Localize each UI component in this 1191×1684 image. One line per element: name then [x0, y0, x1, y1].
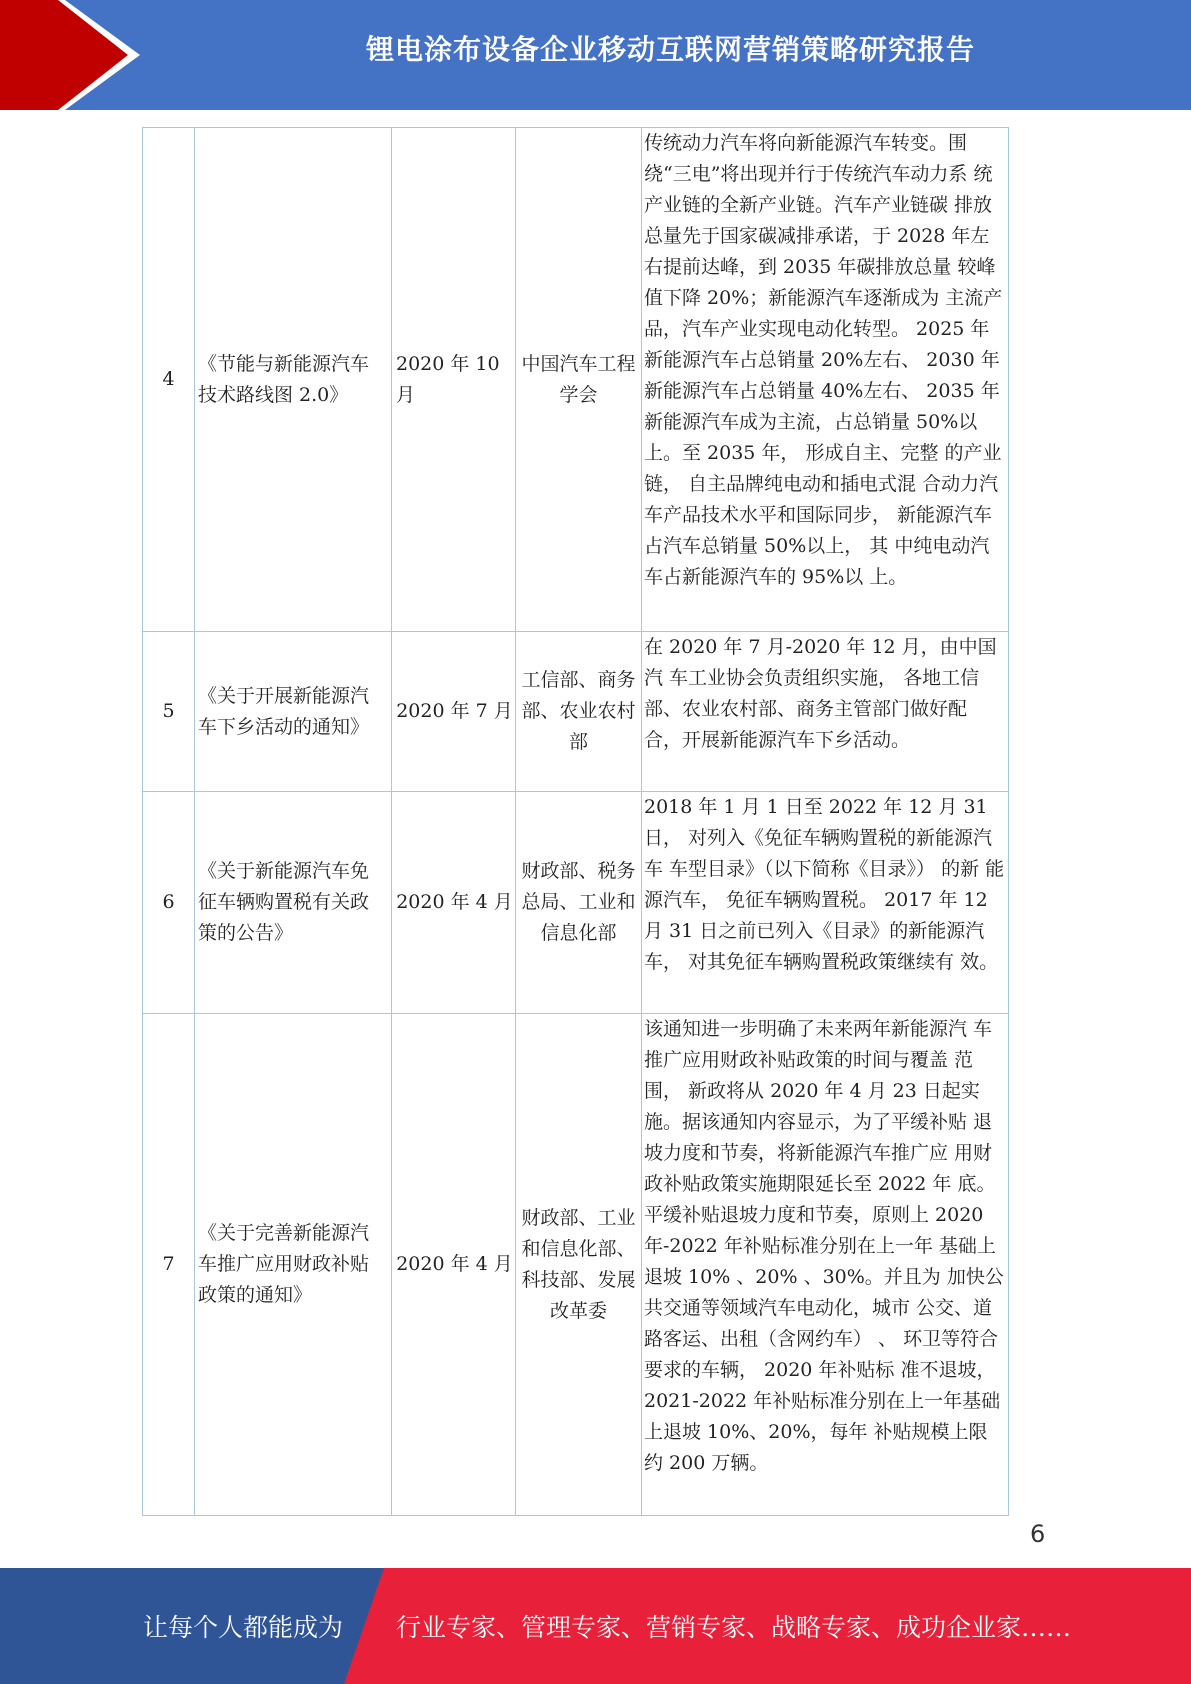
policy-date: 2020 年 7 月: [392, 632, 516, 792]
policy-description: 传统动力汽车将向新能源汽车转变。围 绕“三电”将出现并行于传统汽车动力系 统产业链的全新产业链。汽车产业链碳 排放总量先于国家碳减排承诺，于 2028 年左右提前达峰，到 2035 年碳排放总量 较峰值下降 20%；新能源汽车逐渐成为 主流产品，汽车产业实现电动化转型。 2025 年新能源汽车占总销量 20%左右、 2030 年新能源汽车占总销量 40%左右、 2035 年新能源汽车成为主流，占总销量 50%以上。至 2035 年， 形成自主、完整 的产业链， 自主品牌纯电动和插电式混 合动力汽车产品技术水平和国际同步， 新能源汽车占汽车总销量 50%以上， 其 中纯电动汽车占新能源汽车的 95%以 上。: [642, 128, 1009, 632]
page-footer: [0, 1568, 1191, 1684]
policy-description: 在 2020 年 7 月-2020 年 12 月，由中国汽 车工业协会负责组织实施， 各地工信 部、农业农村部、商务主管部门做好配 合，开展新能源汽车下乡活动。: [642, 632, 1009, 792]
issuing-department: 工信部、商务部、农业农村部: [516, 632, 642, 792]
page-header: [0, 0, 1191, 110]
table-row: [143, 632, 1009, 792]
footer-slogan-right: 行业专家、管理专家、营销专家、战略专家、成功企业家……: [396, 1613, 1072, 1642]
issuing-department: 财政部、工业和信息化部、科技部、发展改革委: [516, 1014, 642, 1516]
footer-slogan-left: 让每个人都能成为: [143, 1613, 344, 1642]
row-number: 5: [143, 632, 195, 792]
policy-date: 2020 年 4 月: [392, 1014, 516, 1516]
report-title: 锂电涂布设备企业移动互联网营销策略研究报告: [365, 33, 975, 66]
policy-date: 2020 年 10 月: [392, 128, 516, 632]
policy-name: 《关于新能源汽车免 征车辆购置税有关政 策的公告》: [195, 792, 392, 1014]
row-number: 6: [143, 792, 195, 1014]
row-number: 4: [143, 128, 195, 632]
issuing-department: 中国汽车工程学会: [516, 128, 642, 632]
policy-date: 2020 年 4 月: [392, 792, 516, 1014]
policy-table: [142, 127, 1009, 1516]
page-number: 6: [1030, 1520, 1046, 1548]
table-row: [143, 1014, 1009, 1516]
policy-name: 《节能与新能源汽车 技术路线图 2.0》: [195, 128, 392, 632]
table-row: [143, 792, 1009, 1014]
header-arrow-icon: [0, 0, 150, 110]
row-number: 7: [143, 1014, 195, 1516]
policy-description: 2018 年 1 月 1 日至 2022 年 12 月 31 日， 对列入《免征车辆购置税的新能源汽车 车型目录》（以下简称《目录》） 的新 能源汽车， 免征车辆购置税。 2017 年 12 月 31 日之前已列入《目录》的新能源汽 车， 对其免征车辆购置税政策继续有 效。: [642, 792, 1009, 1014]
issuing-department: 财政部、税务总局、工业和信息化部: [516, 792, 642, 1014]
policy-name: 《关于完善新能源汽 车推广应用财政补贴 政策的通知》: [195, 1014, 392, 1516]
table-row: [143, 128, 1009, 632]
policy-description: 该通知进一步明确了未来两年新能源汽 车推广应用财政补贴政策的时间与覆盖 范围， 新政将从 2020 年 4 月 23 日起实 施。据该通知内容显示，为了平缓补贴 退坡力度和节奏，将新能源汽车推广应 用财政补贴政策实施期限延长至 2022 年 底。平缓补贴退坡力度和节奏，原则上 2020 年-2022 年补贴标准分别在上一年 基础上退坡 10% 、20% 、30%。并且为 加快公共交通等领域汽车电动化，城市 公交、道路客运、出租（含网约车） 、 环卫等符合要求的车辆， 2020 年补贴标 准不退坡，2021-2022 年补贴标准分别在上一年基础上退坡 10%、20%，每年 补贴规模上限约 200 万辆。: [642, 1014, 1009, 1516]
policy-name: 《关于开展新能源汽 车下乡活动的通知》: [195, 632, 392, 792]
